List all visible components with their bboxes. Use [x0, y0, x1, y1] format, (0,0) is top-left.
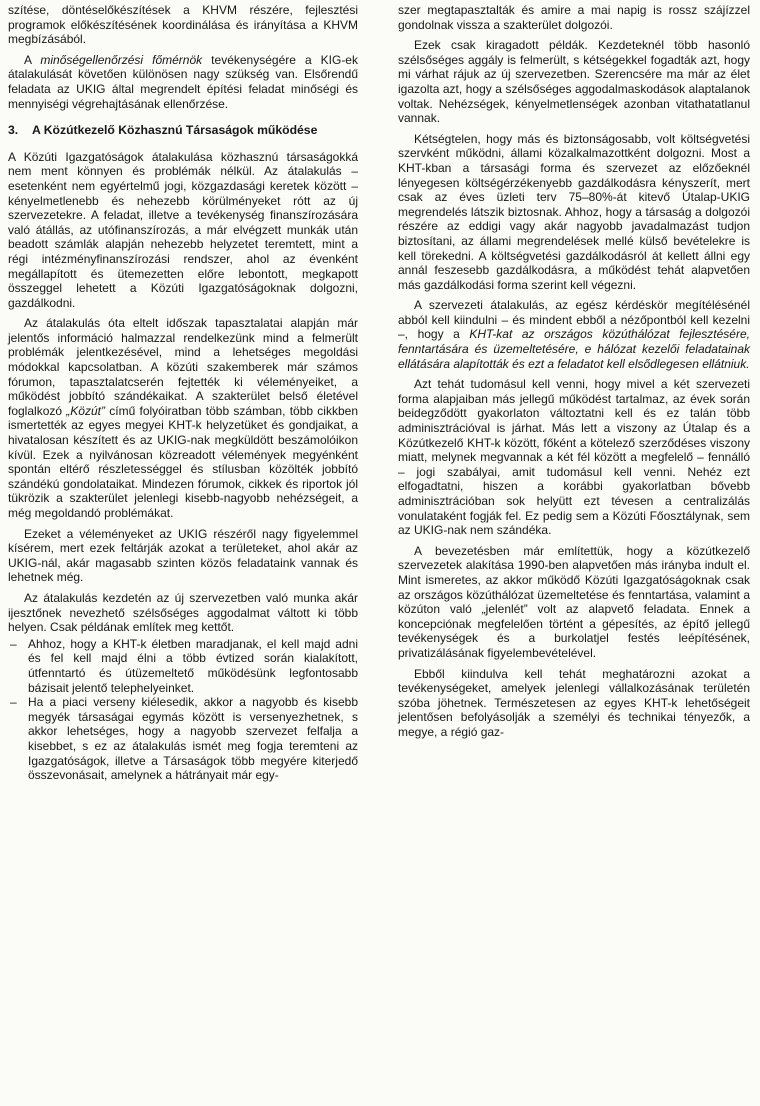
- list-item: – Ha a piaci verseny kiélesedik, akkor a nagyobb és kisebb megyék társaságai egymás között is versenyezhetnek, s akkor lehetséges, hogy a nagyobb szervezet felfalja a kisebbet, s ez az átalakulás ismét meg fogja teremteni az Igazgatóságok, illetve a Társaságok több megyére kiterjedő összevonásait, amelynek a hátrányait már egy-: [8, 695, 358, 783]
- paragraph: [398, 298, 750, 371]
- emphasis-text: minőségellenőrzési főmérnök: [40, 52, 203, 67]
- left-column: [8, 3, 358, 783]
- emphasis-text: KHT-kat az országos közúthálózat fejlesztésére, fenntartására és üzemeltetésére, e hálózat kezelői feladatainak ellátására alapították és ezt a feladatot kell elsődlegesen ellátniuk.: [398, 327, 750, 371]
- paragraph: szer megtapasztalták és amire a mai napig is rossz szájízzel gondolnak vissza a szakterület dolgozói.: [398, 3, 750, 32]
- text-run: A szervezeti átalakulás, az egész kérdéskör megítélésénél abból kell kiindulni – és mindent ebből a nézőpontból kell kezelni –, hogy a: [398, 298, 750, 342]
- paragraph: A Közúti Igazgatóságok átalakulása közhasznú társaságokká nem ment könnyen és problémák nélkül. Az átalakulás – esetenként nem egyértelmű jogi, közgazdasági keretek között – kényelmetlenebb és nehezebb körülményeket rótt az új szervezetekre. A feladat, illetve a tevékenység finanszírozására való átállás, az utófinanszírozás, a már elvégzett munkák után beadott számlák alapján nehezebb helyzetet teremtett, mint a régi intézményfinanszírozási rendszer, ahol az évenként megállapított és ütemezetten előre lebontott, megkapott összeggel lehetett a Közúti Igazgatóságoknak dolgozni, gazdálkodni.: [8, 149, 358, 310]
- text-run: című folyóiratban több számban, több cikkben ismertették az egyes megyei KHT-k helyzetüket és gondjaikat, a hivatalosan készített és az UKIG-nak megküldött beszámolóikon kívül. Ezek a nyilvánosan közreadott vélemények megyénként spontán eltérő részletességgel és stílusban közölték jobbító szándékú gondolataikat. Mindezen fórumok, cikkek és riportok jól tükrözik a szakterület jelenlegi kisebb-nagyobb nehézségeit, a még megoldandó problémákat.: [8, 403, 358, 520]
- paragraph: szítése, döntéselőkészítések a KHVM részére, fejlesztési programok előkészítésének koordinálása és irányítása a KHVM megbízásából.: [8, 3, 358, 47]
- paragraph: Kétségtelen, hogy más és biztonságosabb, volt költségvetési szervként működni, állami közalkalmazottként dolgozni. Most a KHT-kban a társasági forma és szervezet az előzőeknél lényegesen költségérzékenyebb gazdálkodásra kényszerít, mert csak az éves üzleti terv 75–80%-át kitevő Útalap-UKIG megrendelés látszik biztosnak. Ahhoz, hogy a társaság a dolgozói részére az eddigi vagy akár nagyobb javadalmazást tudjon biztosítani, az állami megrendelések mellé külső bevételekre is kell törekedni. A költségvetési gazdálkodásról át kellett állni egy annál feszesebb gazdálkodásra, a működést tehát alapvetően más gazdálkodási forma szerint kell végezni.: [398, 131, 750, 292]
- paragraph: Ebből kiindulva kell tehát meghatározni azokat a tevékenységeket, amelyek jelenlegi vállalkozásának területén szóba jöhetnek. Természetesen az egyes KHT-k lehetőségeit jelentősen befolyásolják a személyi és technikai tényezők, a megye, a régió gaz-: [398, 666, 750, 739]
- text-run: A: [24, 52, 41, 67]
- right-column: [398, 3, 750, 746]
- emphasis-text: „Közút”: [66, 403, 105, 418]
- paragraph: [8, 53, 358, 111]
- paragraph: A bevezetésben már említettük, hogy a közútkezelő szervezetek alakítása 1990-ben alapvetően más irányba indult el. Mint ismeretes, az akkor működő Közúti Igazgatóságoknak csak az országos közúthálózat üzemeltetése és fenntartása, valamint a közúton való „jelenlét” volt az alapvető feladata. Ennek a koncepciónak megfelelően történt a gépesítés, az építő jellegű tevékenységek és a burkolatjel festés leépítésének, privatizálásának figyelembevételével.: [398, 543, 750, 660]
- paragraph: Ezeket a véleményeket az UKIG részéről nagy figyelemmel kísérem, mert ezek feltárják azokat a területeket, ahol akár az UKIG-nál, akár magasabb szinten közös feladataink vannak és lehetnek még.: [8, 526, 358, 585]
- paragraph: [8, 316, 358, 520]
- paragraph: Azt tehát tudomásul kell venni, hogy mivel a két szervezeti forma alapjaiban más jellegű működést tartalmaz, az évek során beidegződött gyakorlaton változtatni kell és ez talán több adminisztrációval is járhat. Más lett a viszony az Útalap és a Közútkezelő KHT-k között, főként a kötelező szerződéses viszony miatt, melynek megvannak a két fél között a megfelelő – fennálló – jogi szabályai, amit tudomásul kell venni. Nehéz ezt elfogadtatni, hiszen a korábbi gyakorlatban bővebb adminisztrációban sok helyütt ezt tévesen a centralizálás vonulataként fogják fel. Ez pedig sem a Közúti Főosztálynak, sem az UKIG-nak nem szándéka.: [398, 377, 750, 538]
- section-title: A Közútkezelő Közhasznú Társaságok működése: [32, 123, 318, 138]
- section-heading: [8, 123, 358, 138]
- text-run: tevékenységére a KIG-ek átalakulását követően különösen nagy szükség van. Elsőrendű feladata az UKIG által megrendelt építési feladat minőségi és mennyiségi végrehajtásának ellenőrzése.: [8, 52, 358, 111]
- paragraph: Ezek csak kiragadott példák. Kezdeteknél több hasonló szélsőséges aggály is felmerült, s kétségekkel fogadták azt, hogy mi várhat rájuk az új szervezetben. Szerencsére ma már az élet igazolta azt, hogy a szélsőséges aggodalmaskodások alaptalanok voltak. Nehézségek, kényelmetlenségek azonban vitathatatlanul vannak.: [398, 38, 750, 126]
- dash-list: [8, 637, 358, 783]
- text-run: Az átalakulás óta eltelt időszak tapasztalatai alapján már jelentős információ halmazzal rendelkezünk mind a felmerült problémák jelentkezésével, mind a lehetséges megoldási módokkal kapcsolatban. A közúti szakemberek már számos fórumon, tapasztalatcserén fejtették ki véleményeiket, a működést jobbító szándékaikat. A szakterület belső életével foglalkozó: [8, 316, 358, 418]
- section-number: 3.: [8, 123, 19, 138]
- list-item: – Ahhoz, hogy a KHT-k életben maradjanak, el kell majd adni és fel kell majd élni a több évtized során kialakított, útfenntartó és útüzemeltető működésünk legfontosabb bázisait jelentő telephelyeinket.: [8, 637, 358, 695]
- paragraph: Az átalakulás kezdetén az új szervezetben való munka akár ijesztőnek nevezhető szélsőséges aggodalmat váltott ki több helyen. Csak példának említek meg kettőt.: [8, 590, 358, 635]
